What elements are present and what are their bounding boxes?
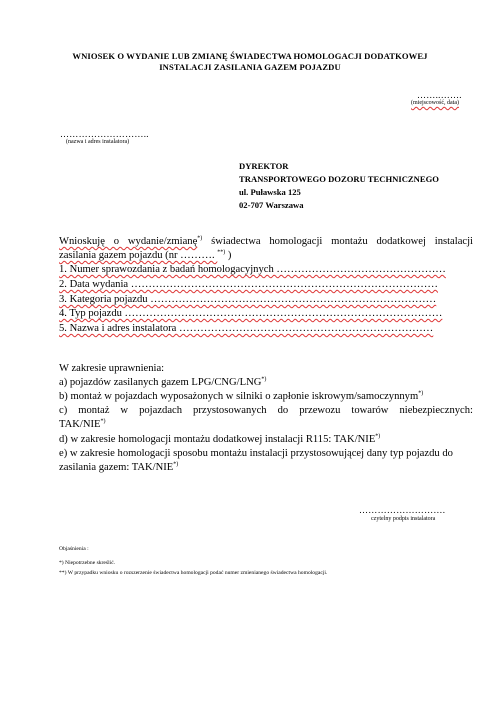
recipient-line-2: TRANSPORTOWEGO DOZORU TECHNICZNEGO — [239, 174, 439, 184]
scope-item-b: b) montaż w pojazdach wyposażonych w silniki o zapłonie iskrowym/samoczynnym*) — [59, 390, 424, 402]
recipient-line-4: 02-707 Warszawa — [239, 200, 304, 210]
signature-label: czytelny podpis instalatora — [371, 516, 436, 522]
document-title-line-1: WNIOSEK O WYDANIE LUB ZMIANĘ ŚWIADECTWA HOMOLOGACJI DODATKOWEJ — [72, 51, 428, 61]
item-installer-name-address: 5. Nazwa i adres instalatora ……………………………………………………………… — [59, 323, 434, 334]
item-vehicle-category: 3. Kategoria pojazdu ……………………………………………………………………… — [59, 294, 437, 305]
scope-item-e-line-2: zasilania gazem: TAK/NIE*) — [59, 461, 179, 473]
footnote-1: *) Niepotrzebne skreślić. — [59, 560, 116, 566]
signature-dots: ………………………. — [359, 505, 446, 515]
request-line-1: Wnioskuję o wydanie/zmianę*) świadectwa homologacji montażu dodatkowej instalacji — [59, 235, 473, 247]
item-vehicle-type: 4. Typ pojazdu ……………………………………………………………………………… — [59, 308, 443, 319]
scope-item-c-line-2: TAK/NIE*) — [59, 418, 106, 430]
item-issue-date: 2. Data wydania …………………………………………………………………………… — [59, 279, 438, 290]
installer-label: (nazwa i adres instalatora) — [66, 139, 130, 145]
place-date-label: (miejscowość, data) — [411, 100, 459, 106]
scope-item-d: d) w zakresie homologacji montażu dodatkowej instalacji R115: TAK/NIE*) — [59, 433, 381, 445]
scope-item-e-line-1: e) w zakresie homologacji sposobu montażu instalacji przystosowującej dany typ pojazdu do — [59, 448, 453, 459]
document-title-line-2: INSTALACJI ZASILANIA GAZEM POJAZDU — [159, 62, 341, 72]
scope-item-c-line-1: c) montaż w pojazdach przystosowanych do przewozu towarów niebezpiecznych: — [59, 405, 473, 416]
request-line-2: zasilania gazem pojazdu (nr ………. **) ) — [59, 249, 232, 261]
installer-dots: ……………………….. — [60, 129, 149, 139]
scope-heading: W zakresie uprawnienia: — [59, 363, 165, 374]
place-date-dots: ……..……. — [417, 90, 462, 100]
recipient-line-3: ul. Puławska 125 — [239, 187, 301, 197]
footnotes-heading: Objaśnienia : — [59, 546, 89, 552]
item-report-number: 1. Numer sprawozdania z badań homologacyjnych ………………………………………… — [59, 264, 446, 275]
scope-item-a: a) pojazdów zasilanych gazem LPG/CNG/LNG*) — [59, 376, 267, 388]
recipient-line-1: DYREKTOR — [239, 161, 289, 171]
footnote-2: **) W przypadku wniosku o rozszerzenie świadectwa homologacji podać numer zmienianego świadectwa homologacji. — [59, 570, 328, 576]
